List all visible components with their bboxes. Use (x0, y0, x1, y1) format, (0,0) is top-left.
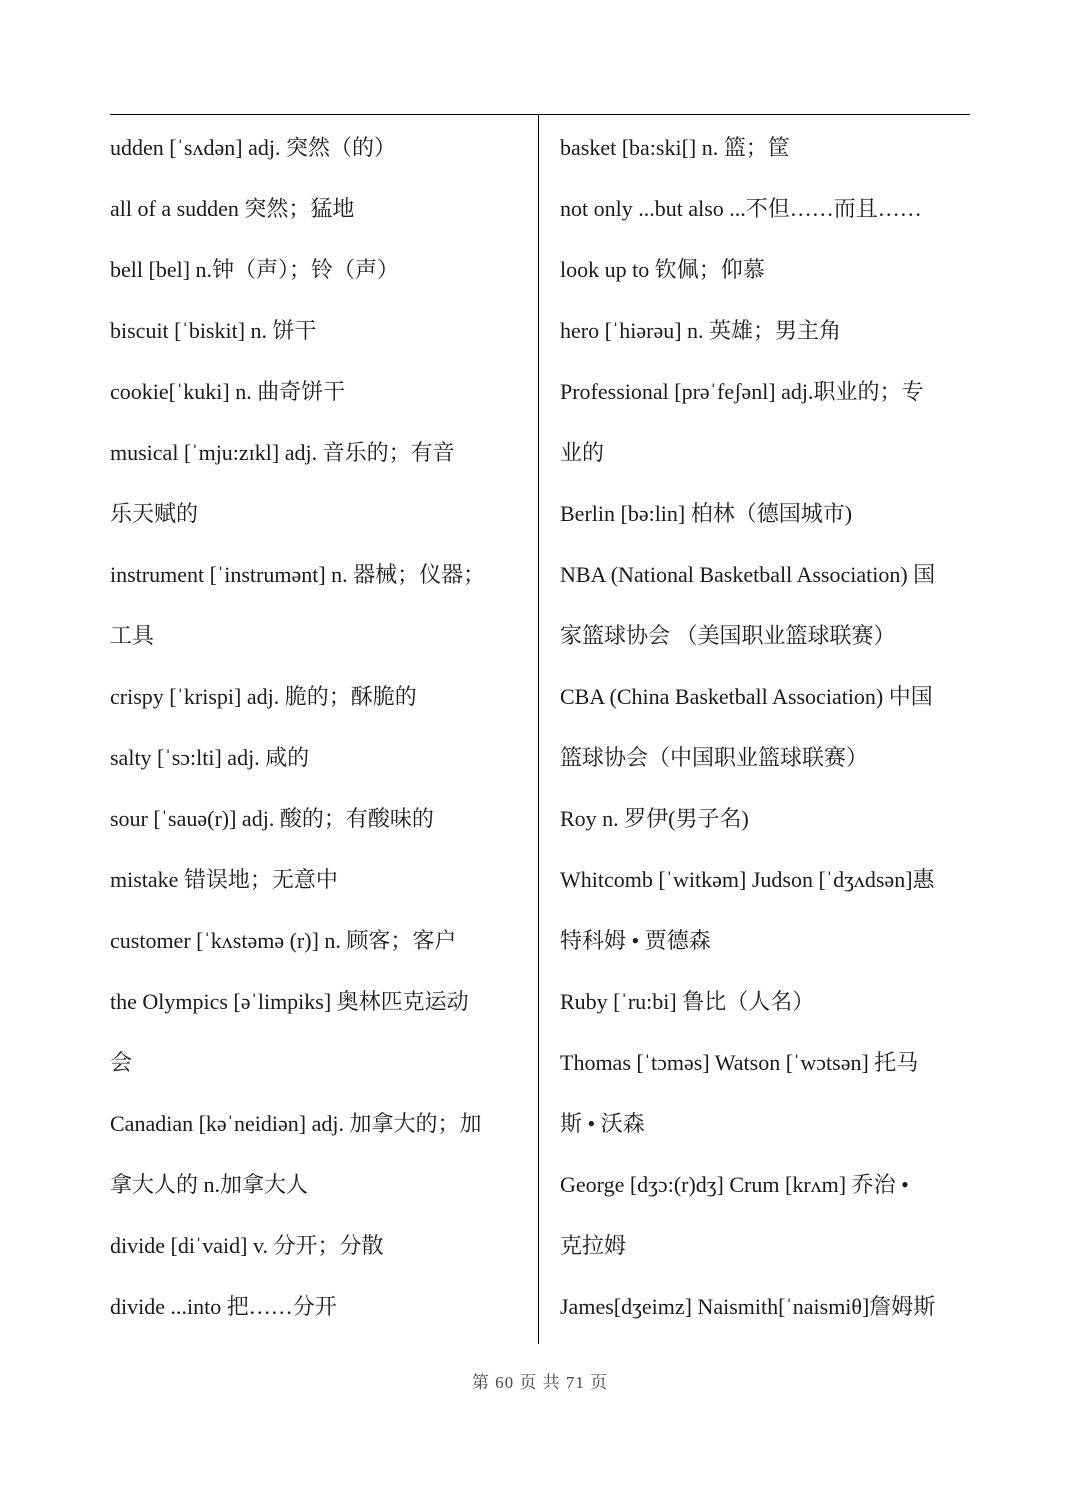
column-divider (538, 114, 539, 1344)
vocab-line: Roy n. 罗伊(男子名) (560, 806, 749, 831)
page-number-footer: 第 60 页 共 71 页 (471, 1373, 609, 1392)
vocab-line: cookie[ˈkuki] n. 曲奇饼干 (110, 379, 346, 404)
vocab-line: Professional [prəˈfeʃənl] adj.职业的；专 (560, 379, 924, 404)
vocab-line: James[dʒeimz] Naismith[ˈnaismiθ]詹姆斯 (560, 1294, 936, 1319)
vocab-line: George [dʒɔ:(r)dʒ] Crum [krʌm] 乔治 • (560, 1172, 909, 1197)
vocab-line: all of a sudden 突然；猛地 (110, 196, 355, 221)
vocab-line: biscuit [ˈbiskit] n. 饼干 (110, 318, 317, 343)
vocab-line: 篮球协会（中国职业篮球联赛） (560, 745, 869, 770)
vocab-line: divide [diˈvaid] v. 分开；分散 (110, 1233, 384, 1258)
left-column (110, 117, 525, 1337)
vocab-line: 拿大人的 n.加拿大人 (110, 1172, 309, 1197)
vocab-line: udden [ˈsʌdən] adj. 突然（的） (110, 135, 396, 160)
vocab-line: 会 (110, 1050, 133, 1075)
vocab-line: not only ...but also ...不但……而且…… (560, 196, 922, 221)
vocab-line: 业的 (560, 440, 605, 465)
vocab-line: sour [ˈsauə(r)] adj. 酸的；有酸味的 (110, 806, 434, 831)
vocab-line: basket [ba:ski[] n. 篮；筐 (560, 135, 790, 160)
vocab-line: Canadian [kəˈneidiən] adj. 加拿大的；加 (110, 1111, 482, 1136)
vocab-line: the Olympics [əˈlimpiks] 奥林匹克运动 (110, 989, 469, 1014)
vocab-line: Whitcomb [ˈwitkəm] Judson [ˈdʒʌdsən]惠 (560, 867, 935, 892)
vocab-line: mistake 错误地；无意中 (110, 867, 338, 892)
vocab-line: 斯 • 沃森 (560, 1111, 645, 1136)
vocab-line: crispy [ˈkrispi] adj. 脆的；酥脆的 (110, 684, 417, 709)
vocab-line: customer [ˈkʌstəmə (r)] n. 顾客；客户 (110, 928, 457, 953)
vocab-line: 家篮球协会 （美国职业篮球联赛） (560, 623, 896, 648)
vocab-line: NBA (National Basketball Association) 国 (560, 562, 936, 587)
vocab-line: 特科姆 • 贾德森 (560, 928, 711, 953)
vocab-line: bell [bel] n.钟（声）；铃（声） (110, 257, 400, 282)
vocab-line: CBA (China Basketball Association) 中国 (560, 684, 933, 709)
vocab-line: 工具 (110, 623, 155, 648)
vocab-line: 乐天赋的 (110, 501, 199, 526)
vocab-line: instrument [ˈinstrumənt] n. 器械；仪器； (110, 562, 486, 587)
vocab-line: musical [ˈmju:zɪkl] adj. 音乐的；有音 (110, 440, 455, 465)
vocab-line: hero [ˈhiərəu] n. 英雄；男主角 (560, 318, 842, 343)
vocab-line: look up to 钦佩；仰慕 (560, 257, 765, 282)
right-column (560, 117, 970, 1337)
vocab-line: salty [ˈsɔ:lti] adj. 咸的 (110, 745, 310, 770)
vocab-line: Ruby [ˈru:bi] 鲁比（人名） (560, 989, 815, 1014)
vocab-line: divide ...into 把……分开 (110, 1294, 337, 1319)
vocab-line: Thomas [ˈtɔməs] Watson [ˈwɔtsən] 托马 (560, 1050, 919, 1075)
vocab-line: Berlin [bə:lin] 柏林（德国城市) (560, 501, 853, 526)
top-rule (110, 114, 970, 115)
vocab-line: 克拉姆 (560, 1233, 627, 1258)
